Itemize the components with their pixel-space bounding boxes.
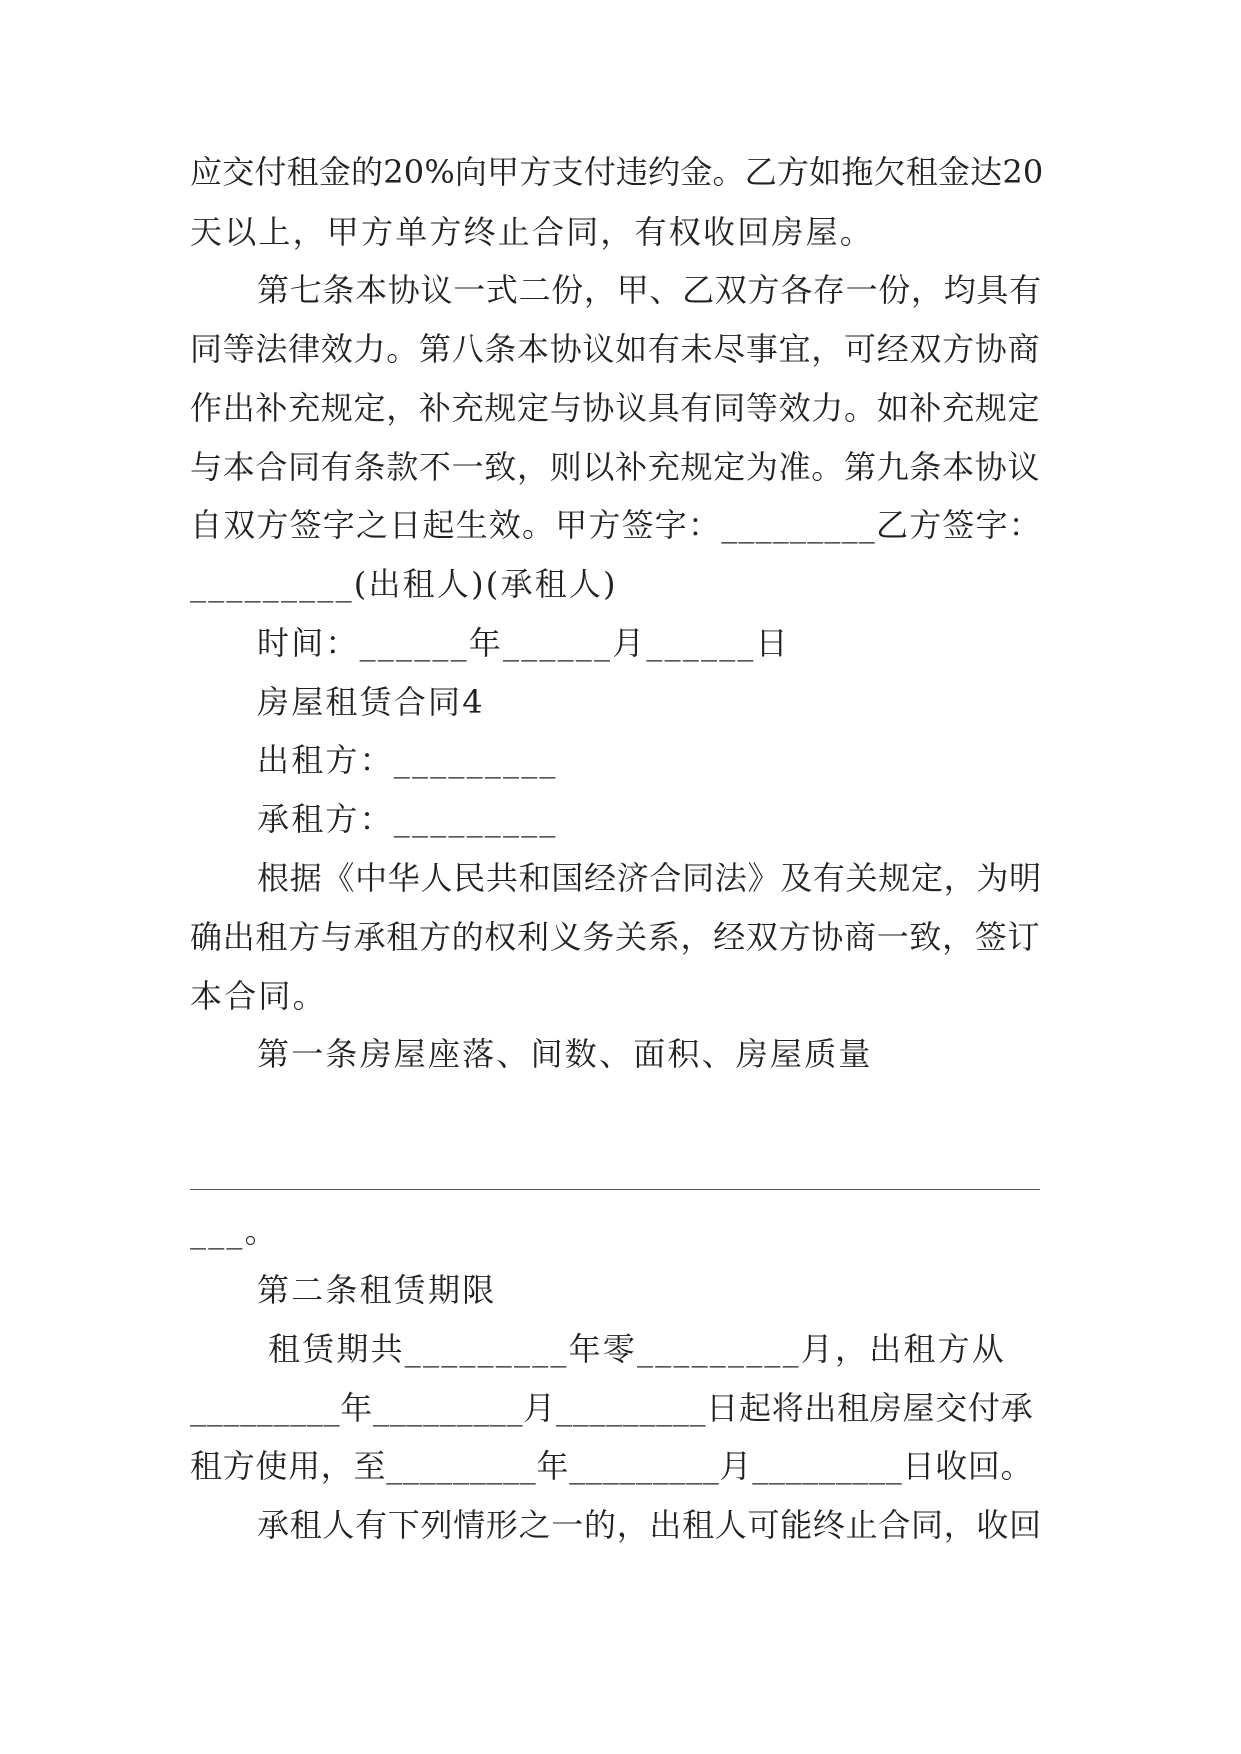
text-line: 承租方：_________ bbox=[257, 800, 558, 838]
text-line: 同等法律效力。第八条本协议如有未尽事宜，可经双方协商 bbox=[190, 330, 1041, 368]
text-line: _________(出租人)(承租人) bbox=[190, 565, 618, 603]
text-line: 应交付租金的20%向甲方支付违约金。乙方如拖欠租金达20 bbox=[190, 153, 1044, 191]
text-line: 第七条本协议一式二份，甲、乙双方各存一份，均具有 bbox=[257, 271, 1042, 309]
text-line: 天以上，甲方单方终止合同，有权收回房屋。 bbox=[190, 213, 875, 251]
text-line: 根据《中华人民共和国经济合同法》及有关规定，为明 bbox=[257, 859, 1042, 897]
text-line: 承租人有下列情形之一的，出租人可能终止合同，收回 bbox=[257, 1506, 1042, 1544]
text-line: 第一条房屋座落、间数、面积、房屋质量 bbox=[257, 1035, 873, 1073]
text-line: 第二条租赁期限 bbox=[257, 1271, 497, 1309]
text-line: 确出租方与承租方的权利义务关系，经双方协商一致，签订 bbox=[190, 918, 1041, 956]
text-line: 与本合同有条款不一致，则以补充规定为准。第九条本协议 bbox=[190, 448, 1041, 486]
text-line: 作出补充规定，补充规定与协议具有同等效力。如补充规定 bbox=[190, 389, 1041, 427]
section-title: 房屋租赁合同4 bbox=[257, 683, 485, 721]
text-line: 自双方签字之日起生效。甲方签字：_________乙方签字： bbox=[190, 506, 1043, 544]
text-line: 时间：______年______月______日 bbox=[257, 624, 790, 662]
text-line: 租赁期共_________年零_________月，出租方从 bbox=[268, 1330, 1007, 1368]
text-line: 租方使用，至_________年_________月_________日收回。 bbox=[190, 1447, 1034, 1485]
text-line: 本合同。 bbox=[190, 977, 327, 1015]
text-line: _________年_________月_________日起将出租房屋交付承 bbox=[190, 1389, 1034, 1427]
blank-line bbox=[190, 1189, 1040, 1190]
text-line: 出租方：_________ bbox=[257, 741, 558, 779]
text-line: ___。 bbox=[190, 1212, 279, 1250]
